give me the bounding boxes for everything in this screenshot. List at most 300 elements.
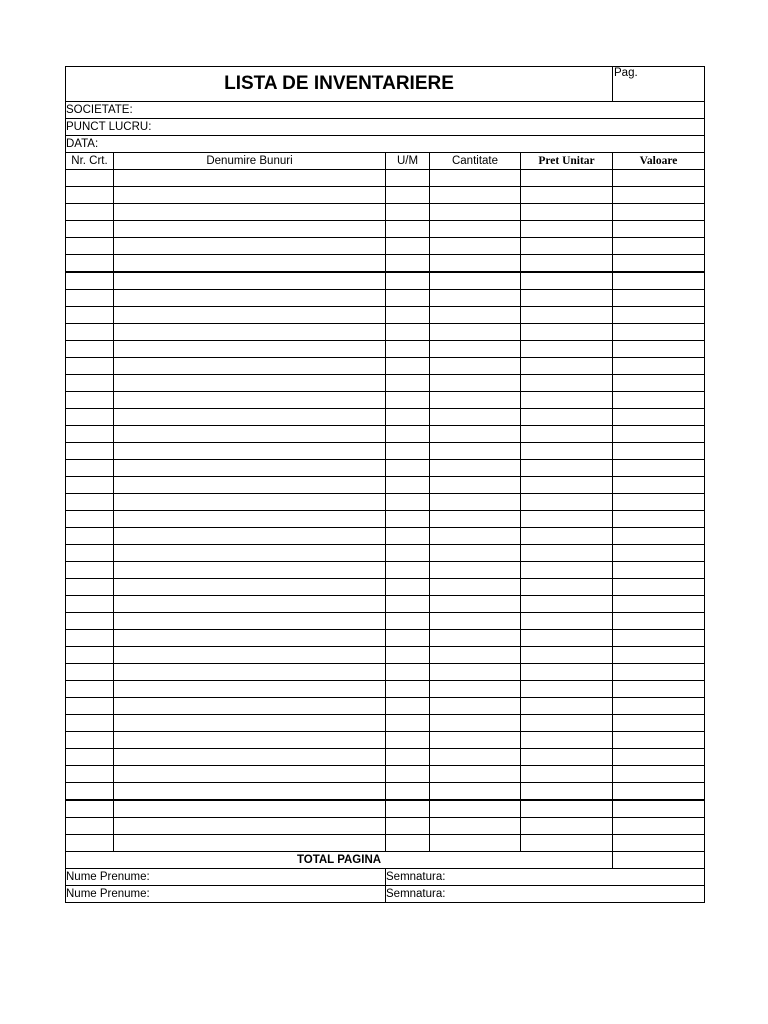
um-cell[interactable]	[386, 715, 430, 732]
table-row	[66, 170, 705, 187]
table-row	[66, 766, 705, 783]
nr-crt-cell[interactable]	[66, 494, 114, 511]
pret-unitar-cell[interactable]	[521, 290, 613, 307]
denumire-cell[interactable]	[114, 392, 386, 409]
valoare-cell[interactable]	[613, 460, 705, 477]
nr-crt-cell[interactable]	[66, 579, 114, 596]
valoare-cell[interactable]	[613, 358, 705, 375]
pret-unitar-cell[interactable]	[521, 613, 613, 630]
nr-crt-cell[interactable]	[66, 221, 114, 238]
valoare-cell[interactable]	[613, 732, 705, 749]
denumire-cell[interactable]	[114, 477, 386, 494]
cantitate-cell[interactable]	[430, 204, 521, 221]
um-cell[interactable]	[386, 204, 430, 221]
cantitate-cell[interactable]	[430, 545, 521, 562]
table-row	[66, 392, 705, 409]
valoare-cell[interactable]	[613, 341, 705, 358]
table-row	[66, 324, 705, 341]
cantitate-cell[interactable]	[430, 443, 521, 460]
um-cell[interactable]	[386, 511, 430, 528]
denumire-cell[interactable]	[114, 494, 386, 511]
valoare-cell[interactable]	[613, 324, 705, 341]
nr-crt-cell[interactable]	[66, 511, 114, 528]
um-cell[interactable]	[386, 835, 430, 852]
table-row	[66, 630, 705, 647]
cantitate-cell[interactable]	[430, 766, 521, 783]
pret-unitar-cell[interactable]	[521, 528, 613, 545]
um-cell[interactable]	[386, 460, 430, 477]
denumire-cell[interactable]	[114, 238, 386, 255]
valoare-cell[interactable]	[613, 221, 705, 238]
cantitate-cell[interactable]	[430, 800, 521, 818]
nr-crt-cell[interactable]	[66, 409, 114, 426]
table-row	[66, 596, 705, 613]
pret-unitar-cell[interactable]	[521, 358, 613, 375]
um-cell[interactable]	[386, 307, 430, 324]
pret-unitar-cell[interactable]	[521, 562, 613, 579]
total-pagina-value[interactable]	[613, 852, 705, 869]
table-row	[66, 545, 705, 562]
cantitate-cell[interactable]	[430, 494, 521, 511]
valoare-cell[interactable]	[613, 783, 705, 801]
table-row	[66, 511, 705, 528]
pret-unitar-cell[interactable]	[521, 238, 613, 255]
table-row	[66, 647, 705, 664]
nr-crt-cell[interactable]	[66, 783, 114, 801]
denumire-cell[interactable]	[114, 664, 386, 681]
valoare-cell[interactable]	[613, 375, 705, 392]
denumire-cell[interactable]	[114, 187, 386, 204]
denumire-cell[interactable]	[114, 783, 386, 801]
um-cell[interactable]	[386, 681, 430, 698]
denumire-cell[interactable]	[114, 681, 386, 698]
cantitate-cell[interactable]	[430, 477, 521, 494]
nr-crt-cell[interactable]	[66, 528, 114, 545]
column-header-denumire: Denumire Bunuri	[114, 153, 386, 170]
um-cell[interactable]	[386, 698, 430, 715]
cantitate-cell[interactable]	[430, 238, 521, 255]
table-row	[66, 562, 705, 579]
um-cell[interactable]	[386, 392, 430, 409]
table-row	[66, 358, 705, 375]
nr-crt-cell[interactable]	[66, 681, 114, 698]
nr-crt-cell[interactable]	[66, 818, 114, 835]
denumire-cell[interactable]	[114, 204, 386, 221]
table-row	[66, 221, 705, 238]
cantitate-cell[interactable]	[430, 528, 521, 545]
cantitate-cell[interactable]	[430, 255, 521, 273]
valoare-cell[interactable]	[613, 766, 705, 783]
cantitate-cell[interactable]	[430, 630, 521, 647]
nr-crt-cell[interactable]	[66, 238, 114, 255]
valoare-cell[interactable]	[613, 749, 705, 766]
column-header-pret-unitar: Pret Unitar	[521, 153, 613, 170]
nr-crt-cell[interactable]	[66, 290, 114, 307]
pret-unitar-cell[interactable]	[521, 511, 613, 528]
valoare-cell[interactable]	[613, 307, 705, 324]
table-row	[66, 426, 705, 443]
um-cell[interactable]	[386, 238, 430, 255]
um-cell[interactable]	[386, 545, 430, 562]
denumire-cell[interactable]	[114, 290, 386, 307]
nr-crt-cell[interactable]	[66, 187, 114, 204]
um-cell[interactable]	[386, 766, 430, 783]
denumire-cell[interactable]	[114, 511, 386, 528]
valoare-cell[interactable]	[613, 715, 705, 732]
valoare-cell[interactable]	[613, 494, 705, 511]
denumire-cell[interactable]	[114, 698, 386, 715]
nr-crt-cell[interactable]	[66, 460, 114, 477]
table-row	[66, 204, 705, 221]
cantitate-cell[interactable]	[430, 511, 521, 528]
pret-unitar-cell[interactable]	[521, 766, 613, 783]
denumire-cell[interactable]	[114, 426, 386, 443]
pret-unitar-cell[interactable]	[521, 732, 613, 749]
valoare-cell[interactable]	[613, 579, 705, 596]
nr-crt-cell[interactable]	[66, 715, 114, 732]
cantitate-cell[interactable]	[430, 749, 521, 766]
nr-crt-cell[interactable]	[66, 664, 114, 681]
date-field[interactable]: DATA:	[66, 136, 705, 153]
valoare-cell[interactable]	[613, 477, 705, 494]
nr-crt-cell[interactable]	[66, 375, 114, 392]
table-row	[66, 494, 705, 511]
table-row	[66, 613, 705, 630]
column-header-nr-crt: Nr. Crt.	[66, 153, 114, 170]
column-header-valoare: Valoare	[613, 153, 705, 170]
pret-unitar-cell[interactable]	[521, 800, 613, 818]
table-row	[66, 681, 705, 698]
inventory-table	[65, 66, 705, 903]
cantitate-cell[interactable]	[430, 579, 521, 596]
nr-crt-cell[interactable]	[66, 766, 114, 783]
cantitate-cell[interactable]	[430, 307, 521, 324]
valoare-cell[interactable]	[613, 562, 705, 579]
um-cell[interactable]	[386, 613, 430, 630]
pret-unitar-cell[interactable]	[521, 221, 613, 238]
nr-crt-cell[interactable]	[66, 698, 114, 715]
pret-unitar-cell[interactable]	[521, 409, 613, 426]
valoare-cell[interactable]	[613, 255, 705, 273]
denumire-cell[interactable]	[114, 528, 386, 545]
nr-crt-cell[interactable]	[66, 732, 114, 749]
um-cell[interactable]	[386, 647, 430, 664]
cantitate-cell[interactable]	[430, 290, 521, 307]
valoare-cell[interactable]	[613, 647, 705, 664]
cantitate-cell[interactable]	[430, 358, 521, 375]
valoare-cell[interactable]	[613, 528, 705, 545]
pret-unitar-cell[interactable]	[521, 835, 613, 852]
denumire-cell[interactable]	[114, 647, 386, 664]
um-cell[interactable]	[386, 818, 430, 835]
valoare-cell[interactable]	[613, 613, 705, 630]
nr-crt-cell[interactable]	[66, 324, 114, 341]
column-header-row	[66, 153, 705, 170]
nr-crt-cell[interactable]	[66, 749, 114, 766]
pret-unitar-cell[interactable]	[521, 698, 613, 715]
cantitate-cell[interactable]	[430, 375, 521, 392]
valoare-cell[interactable]	[613, 545, 705, 562]
pret-unitar-cell[interactable]	[521, 579, 613, 596]
cantitate-cell[interactable]	[430, 647, 521, 664]
um-cell[interactable]	[386, 221, 430, 238]
valoare-cell[interactable]	[613, 272, 705, 290]
cantitate-cell[interactable]	[430, 698, 521, 715]
cantitate-cell[interactable]	[430, 324, 521, 341]
nr-crt-cell[interactable]	[66, 647, 114, 664]
um-cell[interactable]	[386, 255, 430, 273]
denumire-cell[interactable]	[114, 375, 386, 392]
pret-unitar-cell[interactable]	[521, 170, 613, 187]
nr-crt-cell[interactable]	[66, 800, 114, 818]
cantitate-cell[interactable]	[430, 409, 521, 426]
cantitate-cell[interactable]	[430, 783, 521, 801]
pret-unitar-cell[interactable]	[521, 647, 613, 664]
table-row	[66, 477, 705, 494]
valoare-cell[interactable]	[613, 204, 705, 221]
pret-unitar-cell[interactable]	[521, 443, 613, 460]
denumire-cell[interactable]	[114, 800, 386, 818]
table-row	[66, 375, 705, 392]
cantitate-cell[interactable]	[430, 732, 521, 749]
table-row	[66, 818, 705, 835]
denumire-cell[interactable]	[114, 562, 386, 579]
table-row	[66, 715, 705, 732]
table-row	[66, 783, 705, 801]
cantitate-cell[interactable]	[430, 426, 521, 443]
nr-crt-cell[interactable]	[66, 545, 114, 562]
pret-unitar-cell[interactable]	[521, 426, 613, 443]
column-header-um: U/M	[386, 153, 430, 170]
cantitate-cell[interactable]	[430, 664, 521, 681]
nr-crt-cell[interactable]	[66, 170, 114, 187]
pret-unitar-cell[interactable]	[521, 596, 613, 613]
valoare-cell[interactable]	[613, 426, 705, 443]
denumire-cell[interactable]	[114, 579, 386, 596]
denumire-cell[interactable]	[114, 358, 386, 375]
valoare-cell[interactable]	[613, 681, 705, 698]
denumire-cell[interactable]	[114, 221, 386, 238]
name-field-2[interactable]: Nume Prenume:	[66, 886, 386, 903]
um-cell[interactable]	[386, 290, 430, 307]
nr-crt-cell[interactable]	[66, 272, 114, 290]
denumire-cell[interactable]	[114, 545, 386, 562]
table-row	[66, 272, 705, 290]
pret-unitar-cell[interactable]	[521, 681, 613, 698]
um-cell[interactable]	[386, 409, 430, 426]
denumire-cell[interactable]	[114, 409, 386, 426]
valoare-cell[interactable]	[613, 443, 705, 460]
cantitate-cell[interactable]	[430, 460, 521, 477]
valoare-cell[interactable]	[613, 238, 705, 255]
table-row	[66, 341, 705, 358]
cantitate-cell[interactable]	[430, 835, 521, 852]
um-cell[interactable]	[386, 272, 430, 290]
pret-unitar-cell[interactable]	[521, 341, 613, 358]
um-cell[interactable]	[386, 562, 430, 579]
denumire-cell[interactable]	[114, 341, 386, 358]
um-cell[interactable]	[386, 341, 430, 358]
nr-crt-cell[interactable]	[66, 307, 114, 324]
pret-unitar-cell[interactable]	[521, 494, 613, 511]
valoare-cell[interactable]	[613, 409, 705, 426]
valoare-cell[interactable]	[613, 392, 705, 409]
table-row	[66, 443, 705, 460]
pret-unitar-cell[interactable]	[521, 272, 613, 290]
table-row	[66, 749, 705, 766]
cantitate-cell[interactable]	[430, 613, 521, 630]
nr-crt-cell[interactable]	[66, 443, 114, 460]
um-cell[interactable]	[386, 800, 430, 818]
valoare-cell[interactable]	[613, 698, 705, 715]
valoare-cell[interactable]	[613, 818, 705, 835]
um-cell[interactable]	[386, 596, 430, 613]
cantitate-cell[interactable]	[430, 562, 521, 579]
pret-unitar-cell[interactable]	[521, 664, 613, 681]
cantitate-cell[interactable]	[430, 187, 521, 204]
denumire-cell[interactable]	[114, 443, 386, 460]
valoare-cell[interactable]	[613, 664, 705, 681]
valoare-cell[interactable]	[613, 511, 705, 528]
table-row	[66, 409, 705, 426]
table-row	[66, 255, 705, 273]
denumire-cell[interactable]	[114, 596, 386, 613]
valoare-cell[interactable]	[613, 835, 705, 852]
signature-field-2[interactable]: Semnatura:	[386, 886, 705, 903]
table-row	[66, 528, 705, 545]
denumire-cell[interactable]	[114, 307, 386, 324]
pret-unitar-cell[interactable]	[521, 187, 613, 204]
page-number-field[interactable]: Pag.	[613, 67, 705, 102]
um-cell[interactable]	[386, 358, 430, 375]
table-row	[66, 238, 705, 255]
cantitate-cell[interactable]	[430, 715, 521, 732]
denumire-cell[interactable]	[114, 613, 386, 630]
table-row	[66, 579, 705, 596]
pret-unitar-cell[interactable]	[521, 783, 613, 801]
location-field[interactable]: PUNCT LUCRU:	[66, 119, 705, 136]
pret-unitar-cell[interactable]	[521, 715, 613, 732]
denumire-cell[interactable]	[114, 766, 386, 783]
cantitate-cell[interactable]	[430, 818, 521, 835]
company-field[interactable]: SOCIETATE:	[66, 102, 705, 119]
nr-crt-cell[interactable]	[66, 255, 114, 273]
nr-crt-cell[interactable]	[66, 835, 114, 852]
nr-crt-cell[interactable]	[66, 341, 114, 358]
um-cell[interactable]	[386, 426, 430, 443]
um-cell[interactable]	[386, 324, 430, 341]
denumire-cell[interactable]	[114, 324, 386, 341]
total-pagina-label: TOTAL PAGINA	[66, 852, 613, 869]
pret-unitar-cell[interactable]	[521, 460, 613, 477]
pret-unitar-cell[interactable]	[521, 324, 613, 341]
nr-crt-cell[interactable]	[66, 477, 114, 494]
valoare-cell[interactable]	[613, 596, 705, 613]
um-cell[interactable]	[386, 579, 430, 596]
denumire-cell[interactable]	[114, 732, 386, 749]
signature-field-1[interactable]: Semnatura:	[386, 869, 705, 886]
valoare-cell[interactable]	[613, 187, 705, 204]
cantitate-cell[interactable]	[430, 170, 521, 187]
nr-crt-cell[interactable]	[66, 630, 114, 647]
table-row	[66, 732, 705, 749]
pret-unitar-cell[interactable]	[521, 818, 613, 835]
valoare-cell[interactable]	[613, 290, 705, 307]
denumire-cell[interactable]	[114, 630, 386, 647]
um-cell[interactable]	[386, 664, 430, 681]
denumire-cell[interactable]	[114, 272, 386, 290]
table-row	[66, 460, 705, 477]
denumire-cell[interactable]	[114, 835, 386, 852]
um-cell[interactable]	[386, 187, 430, 204]
pret-unitar-cell[interactable]	[521, 392, 613, 409]
um-cell[interactable]	[386, 443, 430, 460]
um-cell[interactable]	[386, 170, 430, 187]
pret-unitar-cell[interactable]	[521, 375, 613, 392]
table-row	[66, 698, 705, 715]
inventory-form	[65, 66, 704, 903]
cantitate-cell[interactable]	[430, 341, 521, 358]
cantitate-cell[interactable]	[430, 272, 521, 290]
um-cell[interactable]	[386, 375, 430, 392]
cantitate-cell[interactable]	[430, 681, 521, 698]
pret-unitar-cell[interactable]	[521, 204, 613, 221]
pret-unitar-cell[interactable]	[521, 307, 613, 324]
valoare-cell[interactable]	[613, 630, 705, 647]
cantitate-cell[interactable]	[430, 221, 521, 238]
valoare-cell[interactable]	[613, 170, 705, 187]
nr-crt-cell[interactable]	[66, 426, 114, 443]
nr-crt-cell[interactable]	[66, 613, 114, 630]
nr-crt-cell[interactable]	[66, 562, 114, 579]
um-cell[interactable]	[386, 477, 430, 494]
pret-unitar-cell[interactable]	[521, 545, 613, 562]
table-row	[66, 800, 705, 818]
form-title: LISTA DE INVENTARIERE	[66, 67, 613, 102]
table-row	[66, 835, 705, 852]
name-field-1[interactable]: Nume Prenume:	[66, 869, 386, 886]
column-header-cantitate: Cantitate	[430, 153, 521, 170]
table-row	[66, 187, 705, 204]
denumire-cell[interactable]	[114, 818, 386, 835]
denumire-cell[interactable]	[114, 749, 386, 766]
um-cell[interactable]	[386, 630, 430, 647]
um-cell[interactable]	[386, 749, 430, 766]
denumire-cell[interactable]	[114, 460, 386, 477]
denumire-cell[interactable]	[114, 255, 386, 273]
denumire-cell[interactable]	[114, 170, 386, 187]
nr-crt-cell[interactable]	[66, 204, 114, 221]
pret-unitar-cell[interactable]	[521, 255, 613, 273]
pret-unitar-cell[interactable]	[521, 630, 613, 647]
valoare-cell[interactable]	[613, 800, 705, 818]
cantitate-cell[interactable]	[430, 392, 521, 409]
nr-crt-cell[interactable]	[66, 596, 114, 613]
um-cell[interactable]	[386, 528, 430, 545]
um-cell[interactable]	[386, 732, 430, 749]
nr-crt-cell[interactable]	[66, 392, 114, 409]
pret-unitar-cell[interactable]	[521, 477, 613, 494]
table-row	[66, 664, 705, 681]
um-cell[interactable]	[386, 783, 430, 801]
table-row	[66, 290, 705, 307]
denumire-cell[interactable]	[114, 715, 386, 732]
um-cell[interactable]	[386, 494, 430, 511]
cantitate-cell[interactable]	[430, 596, 521, 613]
pret-unitar-cell[interactable]	[521, 749, 613, 766]
nr-crt-cell[interactable]	[66, 358, 114, 375]
table-row	[66, 307, 705, 324]
